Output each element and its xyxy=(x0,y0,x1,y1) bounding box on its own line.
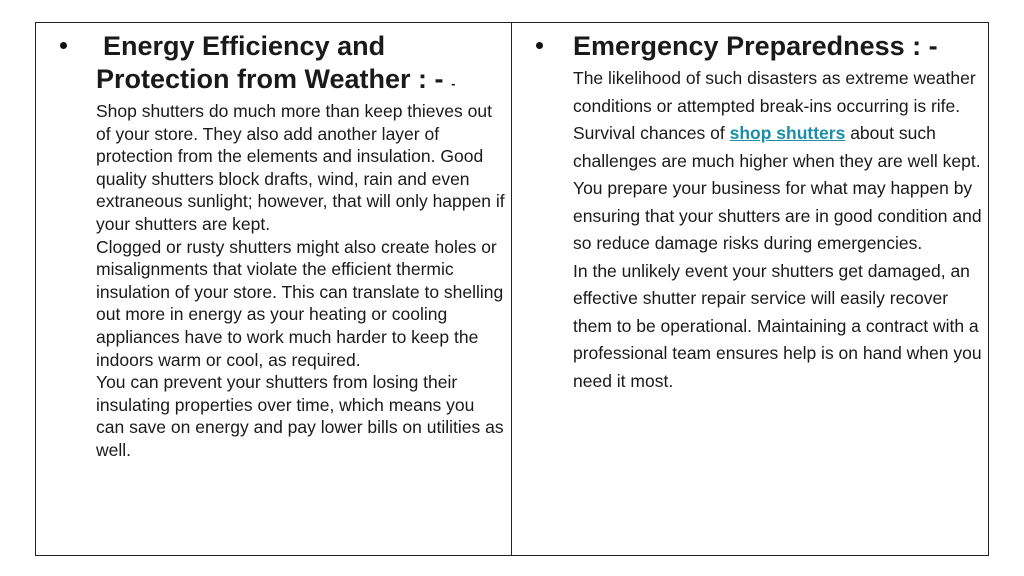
left-paragraph-1: Shop shutters do much more than keep thieves out of your store. They also add another layer of protection from the elements and insulation. Good quality shutters block drafts, wind, rain and even extraneous sunlight; however, that will only happen if your shutters are kept. xyxy=(96,101,505,234)
right-paragraph-1-start: The likelihood of such disasters as extreme weather conditions or attempted break-ins occurring is rife. Survival chances of xyxy=(573,68,976,143)
left-column xyxy=(60,30,505,462)
left-heading-line2-text: Protection from Weather : - xyxy=(96,64,444,94)
right-heading: Emergency Preparedness : - xyxy=(573,31,938,61)
left-heading-line1: Energy Efficiency and xyxy=(103,31,386,61)
bullet-icon xyxy=(536,42,543,49)
left-paragraph-3: You can prevent your shutters from losing their insulating properties over time, which means you can save on energy and pay lower bills on utilities as well. xyxy=(96,372,504,460)
heading-dash: - xyxy=(451,76,456,91)
right-paragraph-1-end: about such challenges are much higher when they are well kept. You prepare your business for what may happen by ensuring that your shutters are in good condition and so reduce damage risks during emergencies. xyxy=(573,123,982,253)
right-paragraph-1 xyxy=(573,65,984,258)
left-paragraph-2: Clogged or rusty shutters might also create holes or misalignments that violate the efficient thermic insulation of your store. This can translate to shelling out more in energy as your heating or cooling appliances have to work much harder to keep the indoors warm or cool, as required. xyxy=(96,236,504,370)
bullet-icon xyxy=(60,42,67,49)
shop-shutters-link[interactable]: shop shutters xyxy=(729,123,846,143)
right-content xyxy=(573,30,984,395)
column-divider xyxy=(511,22,512,556)
right-paragraph-2: In the unlikely event your shutters get damaged, an effective shutter repair service will easily recover them to be operational. Maintaining a contract with a professional team ensures help is on hand when you need it most. xyxy=(573,260,982,391)
left-content xyxy=(96,30,505,462)
right-column xyxy=(536,30,984,395)
left-heading xyxy=(96,30,505,100)
left-heading-line2 xyxy=(96,63,505,100)
